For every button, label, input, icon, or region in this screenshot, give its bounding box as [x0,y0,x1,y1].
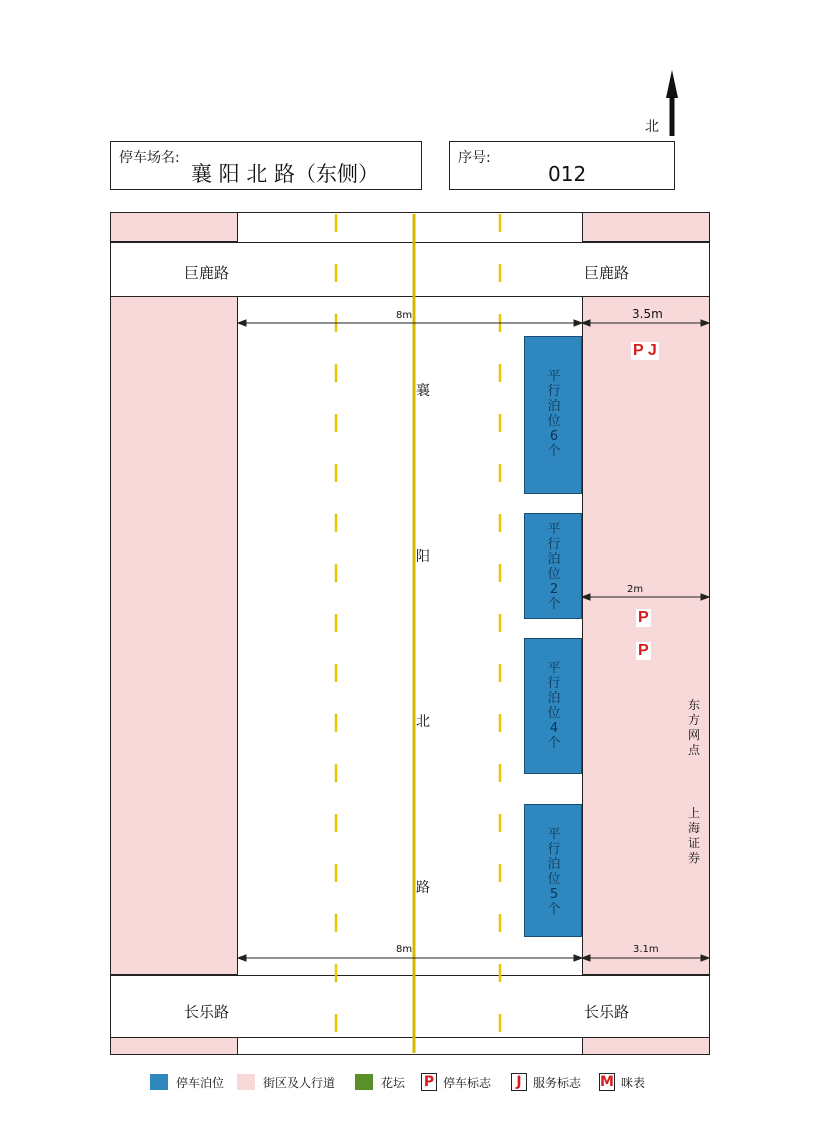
parking-bay-label: 平 行 泊 位 4 个 [547,661,561,751]
legend-swatch [237,1074,255,1090]
legend-parking-bay: 停车泊位 [150,1072,224,1092]
building-label-shanghai-securities: 上 海 证 券 [687,806,700,865]
parking-bay-4[interactable] [524,638,582,774]
dim-sidewalk-top: 3.5m [632,307,663,321]
parking-sign: P [638,609,649,626]
parking-sign: P [638,642,649,659]
parking-bay-label: 平 行 泊 位 2 个 [547,522,561,612]
dim-road-top: 8m [396,310,413,321]
legend-flowerbed: 花坛 [355,1072,405,1092]
parking-bay-label: 平 行 泊 位 6 个 [547,369,561,459]
road-name-top-left: 巨鹿路 [184,264,230,282]
main-road-char: 襄 [416,383,430,399]
road-name-bottom-left: 长乐路 [184,1003,230,1021]
road-name-top-right: 巨鹿路 [584,264,630,282]
parking-bay-label: 平 行 泊 位 5 个 [547,827,561,917]
parking-service-sign: P J [633,342,657,359]
dim-sidewalk-mid: 2m [627,584,644,595]
legend-sidewalk: 街区及人行道 [237,1072,335,1092]
building-label-dongfang: 东 方 网 点 [687,698,700,757]
legend-swatch [150,1074,168,1090]
service-sign-icon: J [511,1073,527,1091]
north-label: 北 [645,119,659,135]
legend-parking-sign: P 停车标志 [421,1072,491,1092]
main-road-char: 北 [416,714,430,730]
main-road-char: 路 [416,880,430,896]
main-road-char: 阳 [416,549,430,565]
road-name-bottom-right: 长乐路 [584,1003,630,1021]
legend-service-sign: J 服务标志 [511,1072,581,1092]
parking-bay-6[interactable] [524,336,582,494]
parking-sign-icon: P [421,1073,437,1091]
serial-label: 序号: [458,150,491,166]
parking-name-value: 襄 阳 北 路（东侧） [191,162,380,186]
serial-value: 012 [548,162,587,186]
dim-road-bottom: 8m [396,944,413,955]
parking-bay-2[interactable] [524,513,582,619]
dim-sidewalk-bottom: 3.1m [633,944,659,955]
parking-bay-5[interactable] [524,804,582,937]
legend-meter: M 咪表 [600,1074,646,1090]
parking-name-label: 停车场名: [119,150,180,166]
meter-icon: M [600,1074,614,1090]
legend-swatch [355,1074,373,1090]
